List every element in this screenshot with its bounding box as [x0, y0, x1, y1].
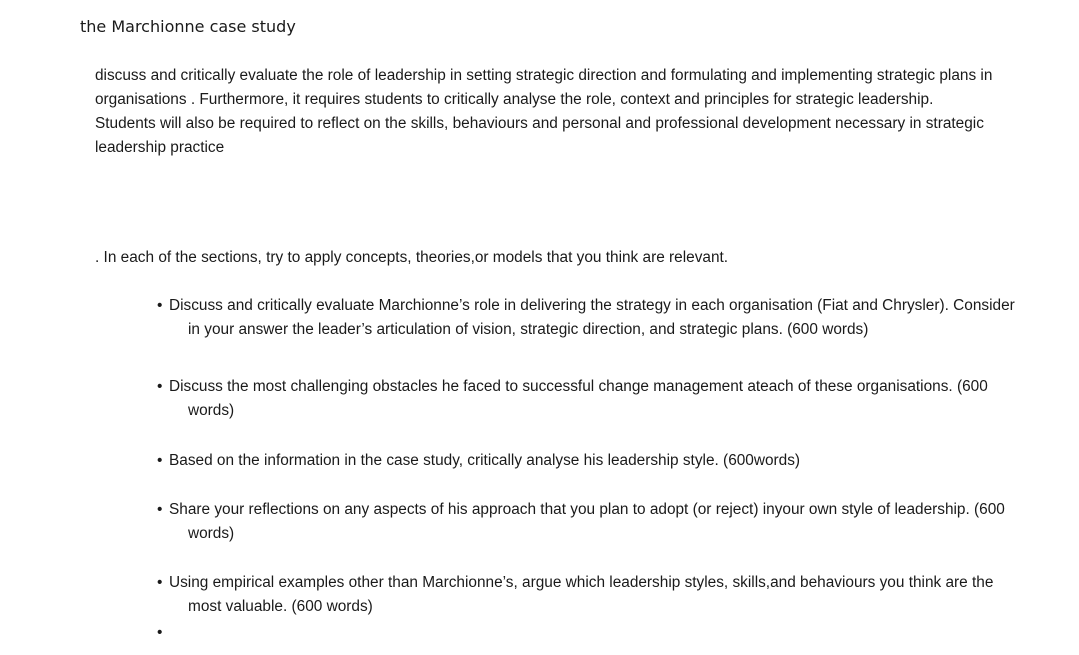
list-item-empty [157, 621, 1018, 645]
list-item [157, 294, 1018, 342]
list-item-text: Based on the information in the case study, critically analyse his leadership style. (600words) [169, 452, 801, 469]
intro-paragraph: discuss and critically evaluate the role of leadership in setting strategic direction and formulating and implementing strategic plans in organisations . Furthermore, it requires students to critically analyse the role, context and principles for strategic leadership. Students will also be required to reflect on the skills, behaviours and personal and professional development necessary in strategic leadership practice [95, 67, 993, 156]
instruction-paragraph: . In each of the sections, try to apply concepts, theories,or models that you think are relevant. [95, 249, 729, 266]
list-item-text: Share your reflections on any aspects of his approach that you plan to adopt (or reject) inyour own style of leadership. (600 words) [169, 501, 1005, 542]
bullet-icon: • [157, 452, 163, 469]
bullet-icon: • [157, 624, 163, 641]
list-item [157, 571, 1018, 619]
bullet-icon: • [157, 574, 163, 591]
list-item-text: Using empirical examples other than Marchionne’s, argue which leadership styles, skills,and behaviours you think are the most valuable. (600 words) [169, 574, 994, 615]
list-item-text: Discuss the most challenging obstacles he faced to successful change management ateach of these organisations. (600 words) [169, 378, 988, 419]
list-item-text: Discuss and critically evaluate Marchionne’s role in delivering the strategy in each organisation (Fiat and Chrysler). Consider in your answer the leader’s articulation of vision, strategic direction, and strategic plans. (600 words) [169, 297, 1015, 338]
bullet-icon: • [157, 501, 163, 518]
document-title: the Marchionne case study [80, 17, 296, 36]
list-item [157, 449, 1018, 473]
bullet-icon: • [157, 378, 163, 395]
bullet-icon: • [157, 297, 163, 314]
list-item [157, 375, 1018, 423]
list-item [157, 498, 1018, 546]
